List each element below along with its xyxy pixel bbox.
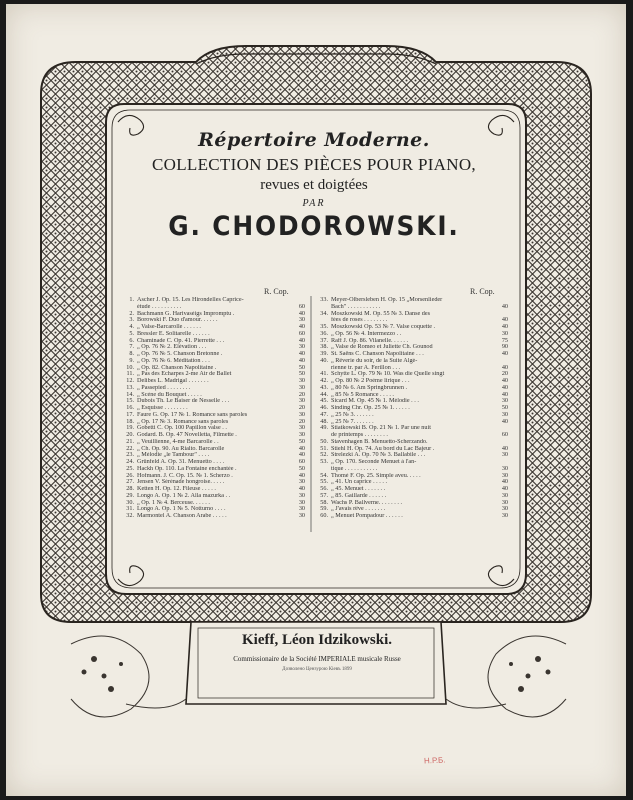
item-number: 19. bbox=[126, 424, 134, 432]
item-price: 30 bbox=[298, 478, 305, 486]
catalog-row bbox=[316, 466, 508, 473]
item-number: 42. bbox=[320, 377, 328, 384]
item-number: 10. bbox=[126, 363, 134, 371]
catalog-row bbox=[122, 513, 305, 520]
item-title: Raff J. Op. 86. Vilanelle. . . . . . bbox=[331, 337, 409, 344]
item-number: 9. bbox=[129, 356, 134, 364]
editor-name: G. CHODOROWSKI. bbox=[168, 211, 460, 242]
item-price: 40 bbox=[298, 336, 305, 344]
item-number: 24. bbox=[126, 458, 134, 465]
item-price: 30 bbox=[298, 377, 305, 384]
column-header-right: R. Cop. bbox=[470, 287, 495, 296]
item-price: 40 bbox=[298, 451, 305, 459]
item-number: 1. bbox=[129, 296, 134, 303]
item-price: 30 bbox=[298, 491, 305, 499]
catalog-row bbox=[122, 459, 305, 466]
item-title: Chaminade C. Op. 41. Pierrette . . . bbox=[137, 337, 225, 344]
collection-title: COLLECTION DES PIÈCES POUR PIANO, bbox=[152, 155, 476, 174]
catalog-row bbox=[122, 344, 305, 351]
item-number: 54. bbox=[320, 471, 328, 479]
catalog-row bbox=[122, 493, 305, 500]
catalog-row bbox=[316, 473, 508, 480]
item-price: 40 bbox=[298, 350, 305, 357]
catalog-row bbox=[316, 459, 508, 466]
series-title: Répertoire Moderne. bbox=[198, 129, 430, 151]
catalog-row bbox=[316, 317, 508, 324]
item-title: „ 80 № 6. Am Springbrunnen . bbox=[331, 384, 408, 391]
item-price: 75 bbox=[501, 336, 508, 344]
item-title: Jensen V. Sérénade hongroise. . . . . bbox=[137, 479, 225, 486]
catalog-row bbox=[316, 439, 508, 446]
item-price: 40 bbox=[298, 309, 305, 317]
item-price: 30 bbox=[298, 505, 305, 513]
catalog-row bbox=[122, 311, 305, 318]
item-price: 40 bbox=[501, 316, 508, 324]
item-title: Sinding Chr. Op. 25 № 1. . . . . . bbox=[331, 405, 410, 411]
item-number: 34. bbox=[320, 309, 328, 317]
item-number: 33. bbox=[320, 296, 328, 303]
item-title: „ Op. 76 № 5. Chanson Bretonne . bbox=[137, 351, 223, 357]
item-number: 27. bbox=[126, 478, 134, 486]
item-number: 50. bbox=[320, 437, 328, 445]
item-number: 32. bbox=[126, 512, 134, 519]
item-price: 20 bbox=[501, 370, 508, 378]
item-title: „ Ch. Op. 90. Au Rialto. Barcarolle bbox=[137, 445, 225, 452]
item-number: 14. bbox=[126, 390, 134, 398]
item-title: „ 25 № 3. . . . . . . bbox=[331, 411, 374, 418]
item-price: 60 bbox=[298, 458, 305, 465]
item-number: 11. bbox=[126, 370, 134, 378]
catalog-row bbox=[122, 412, 305, 419]
item-number: 48. bbox=[320, 417, 328, 425]
item-title: Wachs P. Ballverne. . . . . . . . bbox=[331, 499, 402, 506]
item-title: „ Op. 80 № 2 Poème lirique . . . bbox=[331, 378, 410, 384]
item-number: 8. bbox=[129, 350, 134, 357]
item-number: 15. bbox=[126, 397, 134, 405]
item-title: Delibes L. Madrigal . . . . . . . bbox=[137, 378, 209, 384]
item-title: „ Veuillienne, 4-me Barcarolle . . bbox=[137, 438, 219, 445]
item-price: 60 bbox=[298, 302, 305, 310]
item-number: 59. bbox=[320, 505, 328, 513]
catalog-row bbox=[316, 385, 508, 392]
item-number: 25. bbox=[126, 464, 134, 472]
item-title: St. Saëns C. Chanson Napolitaine . . . bbox=[331, 351, 424, 357]
catalog-row bbox=[316, 392, 508, 399]
item-title: Bachmann G. Harivasèigs Impromptu . bbox=[137, 310, 235, 317]
item-number: 4. bbox=[129, 323, 134, 330]
catalog-row bbox=[122, 405, 305, 412]
item-number: 58. bbox=[320, 498, 328, 506]
item-number: 21. bbox=[126, 437, 134, 445]
item-number: 17. bbox=[126, 410, 134, 418]
item-price: 30 bbox=[501, 505, 508, 513]
item-price: 40 bbox=[501, 302, 508, 310]
publisher-cartouche bbox=[186, 616, 448, 700]
item-title: „ 85. Gaillarde . . . . . . bbox=[331, 492, 387, 499]
catalog-row bbox=[316, 486, 508, 493]
catalog-row bbox=[122, 425, 305, 432]
item-number: 26. bbox=[126, 471, 134, 479]
item-number: 53. bbox=[320, 458, 328, 465]
item-price: 40 bbox=[501, 363, 508, 371]
item-number: 60. bbox=[320, 512, 328, 519]
column-header-left: R. Cop. bbox=[264, 287, 289, 296]
catalog-row bbox=[122, 304, 305, 311]
item-number: 2. bbox=[129, 309, 134, 317]
catalog-row bbox=[316, 506, 508, 513]
item-title: Thomé F. Op. 25. Simple aveu. . . . . bbox=[331, 472, 421, 479]
item-number: 35. bbox=[320, 323, 328, 330]
item-price: 40 bbox=[501, 390, 508, 398]
item-title: Longo A. Op. 1 № 5. Notturno . . . . bbox=[137, 506, 226, 513]
item-title: Hackh Op. 110. La Fontaine enchantée . bbox=[137, 465, 237, 472]
item-price: 40 bbox=[501, 377, 508, 384]
catalog-row bbox=[316, 304, 508, 311]
item-price: 40 bbox=[298, 485, 305, 492]
item-number: 56. bbox=[320, 485, 328, 492]
item-number: 12. bbox=[126, 377, 134, 384]
item-price: 60 bbox=[298, 329, 305, 337]
item-number: 23. bbox=[126, 451, 134, 459]
catalog-row bbox=[316, 338, 508, 345]
item-number: 49. bbox=[320, 424, 328, 432]
catalog-row bbox=[122, 446, 305, 453]
item-title: étude . . . . . . . . . . bbox=[137, 303, 182, 310]
item-price: 50 bbox=[298, 464, 305, 472]
item-title: Hofmann. J. C. Op. 15. № 1. Scherzo . bbox=[137, 472, 233, 479]
item-title: Ketten H. Op. 12. Fileuse . . . . . bbox=[137, 486, 216, 492]
item-number: 7. bbox=[129, 343, 134, 351]
item-number: 51. bbox=[320, 444, 328, 452]
item-price: 20 bbox=[298, 417, 305, 425]
item-price: 40 bbox=[501, 417, 508, 425]
item-price: 30 bbox=[501, 471, 508, 479]
catalog-row bbox=[316, 405, 508, 412]
item-title: „ J'avais rêve . . . . . . . bbox=[331, 506, 386, 513]
item-number: 16. bbox=[126, 404, 134, 411]
item-title: „ Mélodie „le Tambour" . . . . bbox=[137, 452, 210, 459]
item-title: Longo A. Op. 1 № 2. Alla mazurka . . bbox=[137, 492, 231, 499]
item-price: 30 bbox=[501, 498, 508, 506]
catalog-row bbox=[122, 385, 305, 392]
item-title: Stiatkowski B. Op. 21 № 1. Par une nuit bbox=[331, 425, 431, 432]
catalog-row bbox=[316, 297, 508, 304]
item-title: Sicard M. Op. 45 № 1. Mélodie . . . bbox=[331, 398, 419, 405]
item-title: „ 41. Un caprice . . . . . bbox=[331, 479, 388, 486]
item-title: „ Scène du Bouquet . . . . . bbox=[137, 391, 202, 398]
catalog-row bbox=[316, 344, 508, 351]
item-title: rienne tr. par A. Ferillon . . . bbox=[331, 364, 401, 371]
catalog-row bbox=[316, 371, 508, 378]
catalog-row bbox=[316, 419, 508, 426]
item-price: 30 bbox=[501, 451, 508, 459]
item-price: 30 bbox=[501, 512, 508, 519]
library-stamp: Н.Р.Б. bbox=[423, 755, 446, 766]
item-number: 38. bbox=[320, 343, 328, 351]
item-title: tique . . . . . . . . . . . bbox=[331, 465, 378, 472]
catalog-row bbox=[122, 358, 305, 365]
item-number: 44. bbox=[320, 390, 328, 398]
item-title: „ Op. 82. Chanson Napolitaine . bbox=[137, 364, 217, 371]
catalog-row bbox=[316, 446, 508, 453]
catalog-row bbox=[316, 365, 508, 372]
item-title: Bach" . . . . . . . . . . . bbox=[331, 303, 381, 310]
item-price: 30 bbox=[501, 464, 508, 472]
item-number: 40. bbox=[320, 356, 328, 364]
item-title: „ Menuet Pompadour . . . . . . bbox=[331, 513, 403, 519]
publisher-name: Kieff, Léon Idzikowski. bbox=[241, 632, 392, 648]
item-price: 40 bbox=[298, 356, 305, 364]
catalog-row bbox=[316, 479, 508, 486]
catalog-row bbox=[316, 331, 508, 338]
item-price: 30 bbox=[298, 498, 305, 506]
item-number: 45. bbox=[320, 397, 328, 405]
item-title: „ Op. 170. Seconde Menuet à l'an- bbox=[331, 459, 417, 465]
item-title: Dubois Th. Le Baiser de Nesselle . . . bbox=[137, 398, 230, 405]
item-price: 50 bbox=[501, 404, 508, 411]
item-number: 46. bbox=[320, 404, 328, 411]
catalog-row bbox=[122, 473, 305, 480]
item-price: 50 bbox=[298, 370, 305, 378]
catalog-row bbox=[122, 466, 305, 473]
catalog-row bbox=[316, 513, 508, 520]
catalog-row bbox=[122, 351, 305, 358]
item-title: Strelezki A. Op. 70 № 3. Ballabile . . . bbox=[331, 452, 426, 459]
catalog-row bbox=[316, 493, 508, 500]
item-price: 30 bbox=[298, 316, 305, 324]
item-number: 5. bbox=[129, 329, 134, 337]
catalog-row bbox=[122, 365, 305, 372]
catalog-left-column bbox=[122, 297, 305, 520]
item-number: 31. bbox=[126, 505, 134, 513]
item-price: 30 bbox=[501, 397, 508, 405]
item-title: „ Op. 56 № 4. Intermezzo . . bbox=[331, 330, 402, 337]
item-title: Borowski F. Duo d'amour. . . . . . bbox=[137, 317, 218, 324]
item-price: 30 bbox=[298, 424, 305, 432]
item-number: 39. bbox=[320, 350, 328, 357]
item-number: 41. bbox=[320, 370, 328, 378]
item-price: 40 bbox=[298, 471, 305, 479]
catalog-row bbox=[316, 358, 508, 365]
item-title: Ascher J. Op. 15. Les Hirondelles Caprice- bbox=[137, 297, 244, 303]
item-title: „ Op. 76 № 6. Méditation . . . bbox=[137, 357, 210, 364]
catalog-row bbox=[122, 452, 305, 459]
item-price: 40 bbox=[298, 444, 305, 452]
item-title: Schytte L. Op. 79 № 10. Was die Quelle singt bbox=[331, 371, 445, 378]
item-title: Bressler E. Solitarelle . . . . . . bbox=[137, 330, 210, 337]
item-number: 52. bbox=[320, 451, 328, 459]
item-title: „ Passepied . . . . . . . . bbox=[137, 384, 191, 391]
item-number: 28. bbox=[126, 485, 134, 492]
item-title: Stavenhagen B. Menuetto-Scherzando. bbox=[331, 438, 428, 445]
item-price: 20 bbox=[298, 404, 305, 411]
item-title: „ 25 № 7. . . . . . . bbox=[331, 418, 374, 425]
item-title: „ 85 № 5 Romance . . . . . bbox=[331, 391, 394, 398]
catalog-row bbox=[122, 439, 305, 446]
item-number: 13. bbox=[126, 383, 134, 391]
item-number: 57. bbox=[320, 491, 328, 499]
item-number: 29. bbox=[126, 491, 134, 499]
catalog-row bbox=[316, 500, 508, 507]
subtitle: revues et doigtées bbox=[260, 177, 368, 193]
item-number: 22. bbox=[126, 444, 134, 452]
censor-line: Дозволено Цензурою Кіевъ 1899 bbox=[282, 667, 352, 672]
item-price: 90 bbox=[501, 343, 508, 351]
catalog-row bbox=[122, 506, 305, 513]
item-number: 47. bbox=[320, 410, 328, 418]
publisher-line: Commissionaire de la Société IMPERIALE musicale Russe bbox=[233, 655, 401, 663]
catalog-row bbox=[316, 425, 508, 432]
catalog-row bbox=[316, 324, 508, 331]
music-sheet-cover bbox=[6, 4, 626, 796]
item-title: „ Pas des Echarpes 2-me Air de Ballet bbox=[137, 371, 232, 378]
item-number: 3. bbox=[129, 316, 134, 324]
item-title: Meyer-Olbersleben H. Op. 15 „Morsenlieder bbox=[331, 297, 443, 303]
item-price: 20 bbox=[298, 390, 305, 398]
item-price: 40 bbox=[501, 383, 508, 391]
catalog-row bbox=[122, 398, 305, 405]
item-price: 40 bbox=[501, 323, 508, 330]
item-price: 30 bbox=[298, 383, 305, 391]
item-price: 30 bbox=[501, 329, 508, 337]
item-title: „ Valse-Barcarolle . . . . . . bbox=[137, 324, 201, 330]
title-block bbox=[114, 129, 514, 242]
item-title: Grünfeld A. Op. 31. Menuetto . . . . bbox=[137, 459, 225, 465]
catalog-row bbox=[316, 351, 508, 358]
item-title: fées de roses . . . . . . . . bbox=[331, 317, 388, 324]
item-price: 40 bbox=[501, 350, 508, 357]
catalog-row bbox=[122, 432, 305, 439]
catalog-row bbox=[316, 378, 508, 385]
item-number: 30. bbox=[126, 498, 134, 506]
item-title: „ Valse de Romeo et Juliette Ch. Gounod bbox=[331, 344, 433, 351]
item-title: Faure G. Op. 17 № 1. Romance sans paroles bbox=[137, 411, 248, 418]
item-number: 20. bbox=[126, 431, 134, 438]
item-price: 50 bbox=[298, 363, 305, 371]
item-number: 55. bbox=[320, 478, 328, 486]
catalog-row bbox=[316, 432, 508, 439]
catalog-row bbox=[122, 317, 305, 324]
item-title: „ Op. 17 № 3. Romance sans paroles bbox=[137, 418, 229, 425]
catalog-row bbox=[122, 371, 305, 378]
item-price: 30 bbox=[298, 410, 305, 418]
par-label: PAR bbox=[302, 198, 326, 209]
item-price: 40 bbox=[298, 323, 305, 330]
item-title: Stiehl H. Op. 74. Au bord du Lac Bajeur . bbox=[331, 445, 435, 452]
catalog-row bbox=[122, 297, 305, 304]
catalog-row bbox=[122, 331, 305, 338]
item-title: „ Op. 1 № 4. Berceuse. . . . . . bbox=[137, 499, 210, 506]
catalog-row bbox=[122, 338, 305, 345]
catalog-row bbox=[122, 324, 305, 331]
item-number: 6. bbox=[129, 336, 134, 344]
catalog-row bbox=[122, 419, 305, 426]
catalog-row bbox=[316, 311, 508, 318]
item-number: 43. bbox=[320, 383, 328, 391]
item-title: Marmontel A. Chanson Arabe . . . . . bbox=[137, 513, 227, 519]
item-price: 40 bbox=[501, 478, 508, 486]
catalog-right-column bbox=[316, 297, 508, 520]
item-price: 30 bbox=[298, 431, 305, 438]
item-number: 18. bbox=[126, 417, 134, 425]
item-title: „ 45. Menuet . . . . . . . bbox=[331, 486, 386, 492]
item-title: Godard. B. Op. 47 Novelletta, Filmette . bbox=[137, 432, 237, 438]
item-title: Moszkowski M. Op. 55 № 3. Danse des bbox=[331, 310, 431, 317]
catalog-row bbox=[316, 452, 508, 459]
item-number: 36. bbox=[320, 329, 328, 337]
catalog-row bbox=[122, 392, 305, 399]
catalog-row bbox=[122, 378, 305, 385]
item-price: 30 bbox=[501, 491, 508, 499]
item-price: 30 bbox=[298, 397, 305, 405]
item-price: 40 bbox=[501, 485, 508, 492]
catalog-row bbox=[122, 479, 305, 486]
item-price: 30 bbox=[501, 410, 508, 418]
item-title: Gobetti C. Op. 100 Papillon valse . . bbox=[137, 425, 227, 432]
item-price: 50 bbox=[298, 437, 305, 445]
item-title: „ Rêverie du soir, de la Suite Algé- bbox=[331, 357, 418, 364]
catalog-row bbox=[122, 500, 305, 507]
catalog-row bbox=[122, 486, 305, 493]
item-price: 30 bbox=[298, 512, 305, 519]
item-price: 30 bbox=[298, 343, 305, 351]
item-title: de printemps . . . . . . . . bbox=[331, 432, 388, 438]
item-price: 40 bbox=[501, 444, 508, 452]
item-title: „ Esquisse . . . . . . . . bbox=[137, 405, 188, 411]
item-number: 37. bbox=[320, 336, 328, 344]
catalog-row bbox=[316, 398, 508, 405]
item-title: „ Op. 76 № 2. Élévation . . . bbox=[137, 344, 207, 351]
catalog-row bbox=[316, 412, 508, 419]
item-title: Moszkowski Op. 53 № 7. Valse coquette . bbox=[331, 324, 436, 330]
item-price: 60 bbox=[501, 431, 508, 438]
